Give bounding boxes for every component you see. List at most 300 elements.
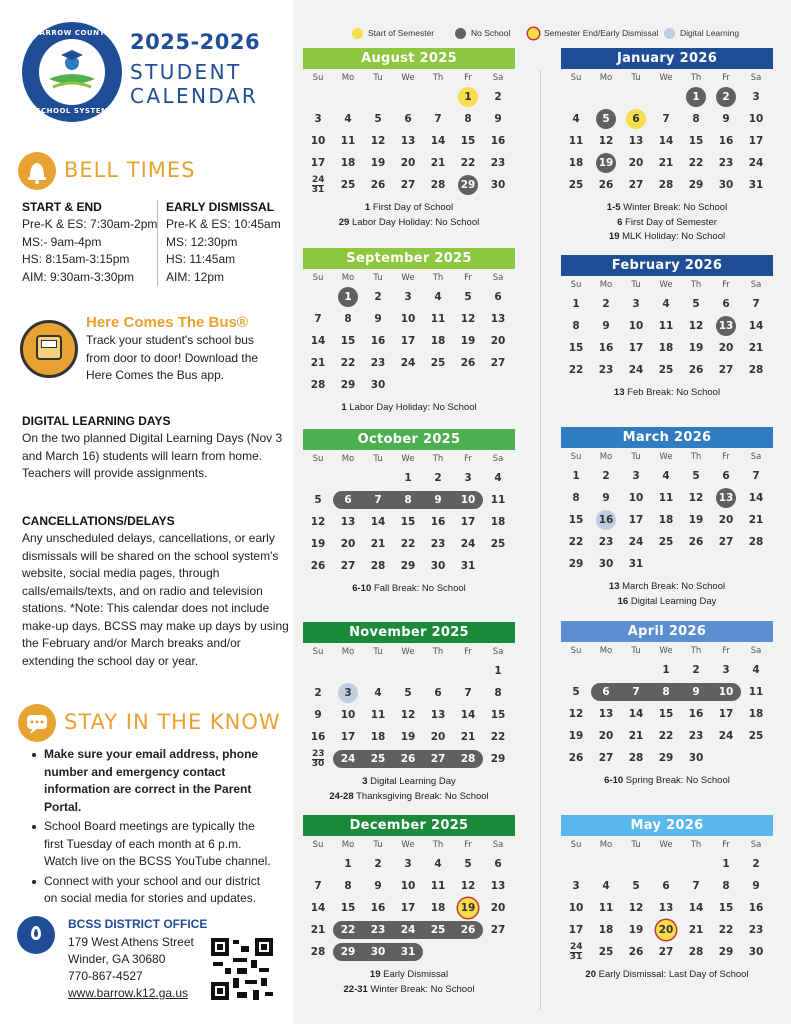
calendar-day: 25 xyxy=(490,538,506,550)
calendar-day: 15 xyxy=(718,902,734,914)
month-note: 1-5 Winter Break: No School xyxy=(606,202,728,213)
list-item: Make sure your email address, phone number and emergency contact information are correct in the Parent Portal. xyxy=(24,746,276,816)
calendar-day: 25 xyxy=(598,946,614,958)
calendar-day: 8 xyxy=(404,494,412,506)
legend-swatch xyxy=(664,28,675,39)
weekday-label: Th xyxy=(690,646,702,656)
calendar-day: 9 xyxy=(752,880,760,892)
month-title: February 2026 xyxy=(561,255,773,276)
calendar-day: 19 xyxy=(688,342,704,354)
bus-app-text xyxy=(86,332,258,385)
calendar-day: 1 xyxy=(572,298,580,310)
calendar-day: 18 xyxy=(340,157,356,169)
calendar-day: 25 xyxy=(430,924,446,936)
digital-learning-title: DIGITAL LEARNING DAYS xyxy=(22,414,171,428)
cancel-line: make-up days. BCSS may make up days by using xyxy=(22,618,289,633)
logo-emblem xyxy=(39,39,105,105)
calendar-day: 11 xyxy=(490,494,506,506)
calendar-day: 3 xyxy=(404,858,412,870)
bell-times-heading: BELL TIMES xyxy=(64,158,196,182)
weekday-label: Tu xyxy=(373,647,383,657)
weekday-label: Th xyxy=(690,452,702,462)
calendar-day: 10 xyxy=(568,902,584,914)
calendar-day: 9 xyxy=(722,113,730,125)
legend-swatch xyxy=(455,28,466,39)
calendar-day: 17 xyxy=(628,514,644,526)
weekday-label: Fr xyxy=(464,647,472,657)
weekday-header xyxy=(303,836,515,854)
month-october-2025 xyxy=(303,429,515,597)
calendar-day: 6 xyxy=(434,687,442,699)
calendar-day: 5 xyxy=(632,880,640,892)
calendar-day: 20 xyxy=(490,902,506,914)
calendar-day: 2 xyxy=(602,298,610,310)
logo-text-bottom: SCHOOL SYSTEM xyxy=(35,107,109,115)
calendar-day: 1 xyxy=(333,287,363,307)
calendar-day: 28 xyxy=(460,753,476,765)
calendar-day: 19 xyxy=(568,730,584,742)
calendar-day: 15 xyxy=(340,335,356,347)
calendar-day: 25 xyxy=(340,179,356,191)
calendar-day: 10 xyxy=(460,494,476,506)
calendar-day: 26 xyxy=(460,357,476,369)
calendar-day: 1 xyxy=(344,858,352,870)
calendar-day: 3 xyxy=(632,298,640,310)
list-item: Connect with your school and our district on social media for stories and updates. xyxy=(24,873,276,908)
weekday-label: Fr xyxy=(722,452,730,462)
month-note: 1 First Day of School xyxy=(364,202,454,213)
calendar-day: 1 xyxy=(662,664,670,676)
weekday-header xyxy=(303,69,515,87)
calendar-day: 17 xyxy=(718,708,734,720)
calendar-day: 7 xyxy=(434,113,442,125)
calendar-day: 26 xyxy=(370,179,386,191)
calendar-day: 25 xyxy=(568,179,584,191)
weekday-label: Su xyxy=(312,840,324,850)
qr-code-icon xyxy=(211,938,273,1000)
calendar-day: 23 30 xyxy=(311,749,325,769)
weekday-label: We xyxy=(659,280,673,290)
weekday-header xyxy=(561,276,773,294)
calendar-day: 21 xyxy=(460,731,476,743)
calendar-day: 21 xyxy=(688,924,704,936)
calendar-day: 23 xyxy=(598,364,614,376)
calendar-day: 11 xyxy=(748,686,764,698)
calendar-day: 6 xyxy=(621,109,651,129)
month-january-2026 xyxy=(561,48,773,245)
month-september-2025 xyxy=(303,248,515,416)
calendar-day: 28 xyxy=(370,560,386,572)
weekday-label: Mo xyxy=(599,646,613,656)
calendar-day: 30 xyxy=(370,379,386,391)
calendar-day: 25 xyxy=(430,357,446,369)
calendar-day: 14 xyxy=(688,902,704,914)
calendar-day: 8 xyxy=(344,880,352,892)
legend-item xyxy=(455,26,510,40)
calendar-day: 6 xyxy=(722,298,730,310)
early-dismissal-line: MS: 12:30pm xyxy=(166,234,238,249)
start-end-title: START & END xyxy=(22,200,102,214)
calendar-day: 13 xyxy=(628,135,644,147)
calendar-day: 20 xyxy=(651,920,681,940)
weekday-label: Su xyxy=(570,840,582,850)
calendar-day: 14 xyxy=(460,709,476,721)
calendar-day: 17 xyxy=(310,157,326,169)
calendar-day: 9 xyxy=(602,492,610,504)
calendar-day: 17 xyxy=(568,924,584,936)
calendar-day: 16 xyxy=(370,335,386,347)
calendar-day: 3 xyxy=(752,91,760,103)
day-grid xyxy=(561,660,773,774)
calendar-day: 20 xyxy=(340,538,356,550)
calendar-day: 22 xyxy=(658,730,674,742)
calendar-day: 5 xyxy=(404,687,412,699)
calendar-day: 7 xyxy=(314,880,322,892)
day-grid xyxy=(561,854,773,968)
calendar-day: 1 xyxy=(404,472,412,484)
calendar-day: 23 xyxy=(370,357,386,369)
weekday-label: Fr xyxy=(722,646,730,656)
early-dismissal-line: AIM: 12pm xyxy=(166,269,225,284)
title-line-student: STUDENT xyxy=(130,60,242,84)
calendar-day: 8 xyxy=(662,686,670,698)
calendar-day: 22 xyxy=(340,924,356,936)
calendar-day: 25 xyxy=(658,536,674,548)
calendar-day: 12 xyxy=(400,709,416,721)
calendar-day: 4 xyxy=(374,687,382,699)
calendar-day: 14 xyxy=(658,135,674,147)
chat-bubble-icon xyxy=(18,704,56,742)
calendar-day: 26 xyxy=(598,179,614,191)
school-bus-icon xyxy=(20,320,78,378)
calendar-day: 26 xyxy=(310,560,326,572)
weekday-label: Tu xyxy=(631,646,641,656)
cancel-line: dismissals will be shared on the school system's xyxy=(22,548,279,563)
month-notes xyxy=(303,201,515,230)
calendar-day: 29 xyxy=(453,175,483,195)
calendar-day: 4 xyxy=(494,472,502,484)
calendar-day: 13 xyxy=(711,316,741,336)
calendar-day: 16 xyxy=(310,731,326,743)
calendar-day: 27 xyxy=(400,179,416,191)
calendar-day: 6 xyxy=(344,494,352,506)
calendar-day: 3 xyxy=(464,472,472,484)
legend-label: Semester End/Early Dismissal xyxy=(544,28,659,38)
weekday-header xyxy=(561,642,773,660)
calendar-day: 9 xyxy=(314,709,322,721)
month-notes xyxy=(303,775,515,804)
weekday-label: Tu xyxy=(631,280,641,290)
calendar-day: 7 xyxy=(752,470,760,482)
legend-label: No School xyxy=(471,28,511,38)
calendar-day: 13 xyxy=(658,902,674,914)
weekday-label: Mo xyxy=(599,452,613,462)
legend-item xyxy=(528,26,658,40)
calendar-day: 16 xyxy=(490,135,506,147)
weekday-label: Tu xyxy=(373,454,383,464)
calendar-day: 20 xyxy=(490,335,506,347)
weekday-label: We xyxy=(401,454,415,464)
day-grid xyxy=(561,87,773,201)
calendar-day: 10 xyxy=(400,880,416,892)
calendar-day: 3 xyxy=(572,880,580,892)
district-logo xyxy=(22,22,122,122)
calendar-day: 8 xyxy=(494,687,502,699)
day-grid xyxy=(303,87,515,201)
calendar-day: 31 xyxy=(400,946,416,958)
calendar-day: 19 xyxy=(370,157,386,169)
weekday-label: Sa xyxy=(492,273,504,283)
calendar-day: 2 xyxy=(314,687,322,699)
calendar-day: 6 xyxy=(494,291,502,303)
calendar-day: 5 xyxy=(464,858,472,870)
calendar-day: 22 xyxy=(718,924,734,936)
calendar-day: 19 xyxy=(453,898,483,918)
calendar-day: 20 xyxy=(718,342,734,354)
calendar-day: 28 xyxy=(658,179,674,191)
stay-in-the-know-heading: STAY IN THE KNOW xyxy=(64,710,281,734)
month-note: 1 Labor Day Holiday: No School xyxy=(341,402,477,413)
weekday-header xyxy=(303,450,515,468)
weekday-label: Mo xyxy=(341,273,355,283)
cancellations-title: CANCELLATIONS/DELAYS xyxy=(22,514,175,528)
month-note: 6-10 Fall Break: No School xyxy=(352,583,466,594)
weekday-label: Tu xyxy=(373,840,383,850)
calendar-day: 18 xyxy=(568,157,584,169)
bus-line: Track your student's school bus xyxy=(86,333,254,347)
calendar-day: 30 xyxy=(370,946,386,958)
calendar-day: 7 xyxy=(374,494,382,506)
weekday-label: Tu xyxy=(631,73,641,83)
calendar-day: 8 xyxy=(572,492,580,504)
calendar-day: 31 xyxy=(628,558,644,570)
calendar-day: 11 xyxy=(340,135,356,147)
month-note: 13 Feb Break: No School xyxy=(613,387,721,398)
digital-line: Teachers will provide assignments. xyxy=(22,466,208,480)
calendar-day: 11 xyxy=(598,902,614,914)
calendar-day: 27 xyxy=(718,364,734,376)
calendar-day: 20 xyxy=(718,514,734,526)
calendar-day: 22 xyxy=(490,731,506,743)
calendar-day: 6 xyxy=(602,686,610,698)
calendar-day: 14 xyxy=(310,902,326,914)
weekday-label: Sa xyxy=(750,452,762,462)
bell-icon xyxy=(18,152,56,190)
month-note: 6-10 Spring Break: No School xyxy=(604,775,730,786)
calendar-day: 4 xyxy=(434,858,442,870)
calendar-day: 5 xyxy=(314,494,322,506)
legend-swatch xyxy=(528,28,539,39)
calendar-day: 15 xyxy=(400,516,416,528)
calendar-day: 14 xyxy=(430,135,446,147)
weekday-label: Sa xyxy=(750,646,762,656)
calendar-day: 15 xyxy=(460,135,476,147)
calendar-day: 5 xyxy=(591,109,621,129)
calendar-day: 1 xyxy=(453,87,483,107)
calendar-day: 28 xyxy=(748,364,764,376)
weekday-header xyxy=(303,643,515,661)
weekday-label: Su xyxy=(570,452,582,462)
month-title: August 2025 xyxy=(303,48,515,69)
calendar-day: 24 31 xyxy=(569,942,583,962)
weekday-label: We xyxy=(401,647,415,657)
calendar-day: 2 xyxy=(434,472,442,484)
calendar-day: 10 xyxy=(310,135,326,147)
calendar-day: 29 xyxy=(340,379,356,391)
weekday-label: Sa xyxy=(750,73,762,83)
month-december-2025 xyxy=(303,815,515,997)
weekday-label: Th xyxy=(432,454,444,464)
calendar-day: 15 xyxy=(490,709,506,721)
month-november-2025 xyxy=(303,622,515,804)
calendar-day: 15 xyxy=(568,514,584,526)
calendar-day: 25 xyxy=(748,730,764,742)
month-notes xyxy=(303,968,515,997)
calendar-day: 29 xyxy=(340,946,356,958)
calendar-day: 23 xyxy=(490,157,506,169)
location-pin-icon xyxy=(17,916,55,954)
cancel-line: Any unscheduled delays, cancellations, or early xyxy=(22,531,275,545)
month-note: 20 Early Dismissal: Last Day of School xyxy=(585,969,749,980)
weekday-label: Sa xyxy=(750,280,762,290)
calendar-day: 23 xyxy=(430,538,446,550)
calendar-day: 26 xyxy=(688,536,704,548)
day-grid xyxy=(303,468,515,582)
calendar-day: 13 xyxy=(711,488,741,508)
weekday-label: Mo xyxy=(599,840,613,850)
month-title: October 2025 xyxy=(303,429,515,450)
calendar-day: 13 xyxy=(430,709,446,721)
weekday-label: Fr xyxy=(464,273,472,283)
calendar-day: 20 xyxy=(430,731,446,743)
weekday-label: Fr xyxy=(464,840,472,850)
calendar-day: 29 xyxy=(718,946,734,958)
calendar-day: 21 xyxy=(370,538,386,550)
calendar-day: 13 xyxy=(400,135,416,147)
calendar-day: 4 xyxy=(662,470,670,482)
title-line-calendar: CALENDAR xyxy=(130,84,259,108)
calendar-day: 14 xyxy=(628,708,644,720)
calendar-day: 24 xyxy=(628,536,644,548)
district-office-title: BCSS DISTRICT OFFICE xyxy=(68,917,208,931)
month-february-2026 xyxy=(561,255,773,401)
calendar-day: 4 xyxy=(434,291,442,303)
calendar-day: 1 xyxy=(494,665,502,677)
calendar-day: 14 xyxy=(748,320,764,332)
office-website-link[interactable]: www.barrow.k12.ga.us xyxy=(68,986,189,1000)
weekday-label: Th xyxy=(432,840,444,850)
calendar-day: 10 xyxy=(628,492,644,504)
start-end-line: AIM: 9:30am-3:30pm xyxy=(22,269,135,284)
weekday-label: Fr xyxy=(464,73,472,83)
calendar-day: 10 xyxy=(400,313,416,325)
calendar-day: 30 xyxy=(718,179,734,191)
weekday-label: Su xyxy=(312,454,324,464)
day-grid xyxy=(303,854,515,968)
calendar-day: 28 xyxy=(628,752,644,764)
calendar-day: 12 xyxy=(628,902,644,914)
calendar-day: 12 xyxy=(460,313,476,325)
weekday-label: Su xyxy=(570,280,582,290)
calendar-day: 31 xyxy=(460,560,476,572)
calendar-day: 30 xyxy=(748,946,764,958)
calendar-day: 18 xyxy=(658,342,674,354)
calendar-day: 16 xyxy=(598,342,614,354)
calendar-day: 4 xyxy=(602,880,610,892)
calendar-day: 21 xyxy=(310,357,326,369)
calendar-day: 28 xyxy=(688,946,704,958)
weekday-label: Su xyxy=(312,73,324,83)
office-address-line1: 179 West Athens Street xyxy=(68,935,194,949)
month-note: 13 March Break: No School xyxy=(608,581,726,592)
calendar-day: 1 xyxy=(572,470,580,482)
calendar-day: 20 xyxy=(598,730,614,742)
calendar-day: 12 xyxy=(460,880,476,892)
calendar-day: 16 xyxy=(430,516,446,528)
calendar-day: 7 xyxy=(632,686,640,698)
calendar-day: 27 xyxy=(430,753,446,765)
early-dismissal-title: EARLY DISMISSAL xyxy=(166,200,275,214)
weekday-label: Su xyxy=(570,73,582,83)
calendar-day: 23 xyxy=(370,924,386,936)
calendar-day: 6 xyxy=(494,858,502,870)
calendar-day: 1 xyxy=(681,87,711,107)
weekday-header xyxy=(561,836,773,854)
weekday-label: Sa xyxy=(492,454,504,464)
month-march-2026 xyxy=(561,427,773,609)
calendar-day: 26 xyxy=(568,752,584,764)
calendar-day: 19 xyxy=(688,514,704,526)
calendar-day: 12 xyxy=(568,708,584,720)
calendar-day: 3 xyxy=(404,291,412,303)
calendar-day: 11 xyxy=(370,709,386,721)
calendar-day: 18 xyxy=(748,708,764,720)
calendar-day: 2 xyxy=(602,470,610,482)
cancellations-text xyxy=(22,530,289,670)
early-dismissal-list xyxy=(166,216,281,286)
calendar-day: 18 xyxy=(370,731,386,743)
calendar-day: 18 xyxy=(490,516,506,528)
calendar-day: 4 xyxy=(752,664,760,676)
calendar-day: 24 xyxy=(340,753,356,765)
calendar-day: 19 xyxy=(628,924,644,936)
calendar-day: 9 xyxy=(692,686,700,698)
calendar-day: 24 xyxy=(718,730,734,742)
weekday-label: Tu xyxy=(373,273,383,283)
calendar-day: 3 xyxy=(314,113,322,125)
cancel-line: calls/emails/texts, and on radio and television xyxy=(22,583,263,598)
calendar-day: 28 xyxy=(748,536,764,548)
calendar-day: 19 xyxy=(310,538,326,550)
calendar-day: 18 xyxy=(430,902,446,914)
calendar-day: 16 xyxy=(688,708,704,720)
calendar-day: 5 xyxy=(374,113,382,125)
calendar-day: 21 xyxy=(430,157,446,169)
calendar-day: 20 xyxy=(628,157,644,169)
calendar-day: 13 xyxy=(490,313,506,325)
early-dismissal-line: HS: 11:45am xyxy=(166,252,236,266)
list-item: School Board meetings are typically the first Tuesday of each month at 6 p.m. Watch live on the BCSS YouTube channel. xyxy=(24,818,276,871)
month-title: March 2026 xyxy=(561,427,773,448)
calendar-day: 4 xyxy=(572,113,580,125)
calendar-day: 21 xyxy=(748,342,764,354)
calendar-day: 5 xyxy=(692,470,700,482)
calendar-day: 20 xyxy=(400,157,416,169)
calendar-day: 10 xyxy=(718,686,734,698)
calendar-day: 3 xyxy=(333,683,363,703)
calendar-day: 14 xyxy=(310,335,326,347)
legend-swatch xyxy=(352,28,363,39)
